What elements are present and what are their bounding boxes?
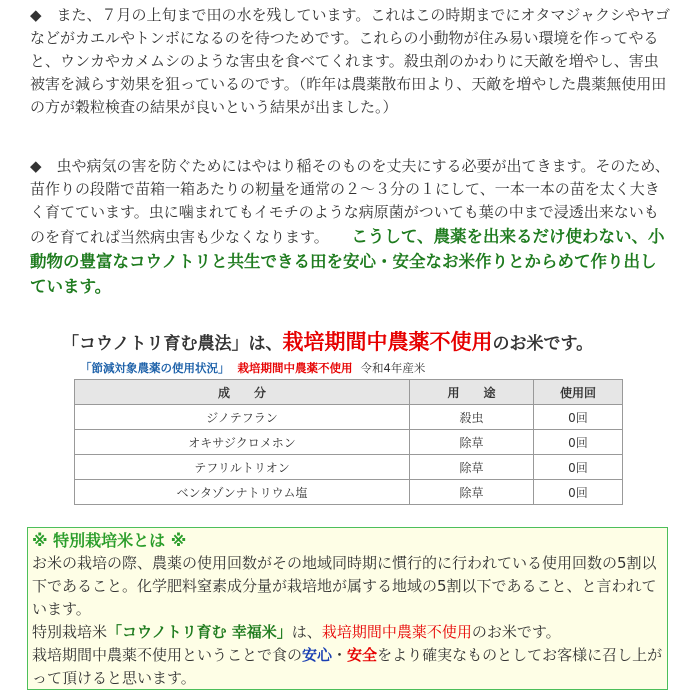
paragraph-water-management: ◆ また、７月の上旬まで田の水を残しています。これはこの時期までにオタマジャクシやヤゴなどがカエルやトンボになるのを待つためです。これらの小動物が住み易い環境を作ってやると、ウンカやカメムシのような害虫を食べてくれます。殺虫剤のかわりに天敵を増やし、害虫被害を減らす効果を狙っているのです。（昨年は農薬散布田より、天敵を増やした農薬無使用田の方が穀粒検査の結果が良いという結果が出ました。） xyxy=(30,6,671,116)
box-anzen: 安全 xyxy=(347,646,378,664)
paragraph-seedling-method xyxy=(30,155,672,299)
cell-ingredient: オキサジクロメホン xyxy=(75,430,410,455)
box-definition: お米の栽培の際、農薬の使用回数がその地域同時期に慣行的に行われている使用回数の5割以下であること。化学肥料窒素成分量が栽培地が属する地域の5割以下であること、と言われています。 xyxy=(32,554,657,618)
table-row xyxy=(75,480,623,505)
cell-count: 0回 xyxy=(534,455,623,480)
box-dot: ・ xyxy=(332,646,348,664)
box-product-line xyxy=(32,621,663,644)
cell-count: 0回 xyxy=(534,480,623,505)
box-closing-suffix: をより確実なものとしてお客様に召し上がって頂けると思います。 xyxy=(32,646,663,687)
cell-ingredient: ベンタゾンナトリウム塩 xyxy=(75,480,410,505)
cell-purpose: 除草 xyxy=(410,455,534,480)
header-ingredient: 成 分 xyxy=(75,380,410,405)
box-product-particle: は、 xyxy=(291,623,322,641)
box-product-suffix: のお米です。 xyxy=(471,623,561,641)
table-caption xyxy=(80,360,425,376)
cell-purpose: 殺虫 xyxy=(410,405,534,430)
table-row xyxy=(75,405,623,430)
table-row xyxy=(75,430,623,455)
cell-count: 0回 xyxy=(534,405,623,430)
pesticide-table xyxy=(74,379,623,505)
caption-label: 「節減対象農薬の使用状況」 xyxy=(80,361,230,375)
caption-red: 栽培期間中農薬不使用 xyxy=(237,361,353,375)
cell-ingredient: ジノテフラン xyxy=(75,405,410,430)
headline xyxy=(62,326,593,356)
headline-part1: 「コウノトリ育む農法」は、 xyxy=(62,334,283,354)
cell-purpose: 除草 xyxy=(410,480,534,505)
cell-count: 0回 xyxy=(534,430,623,455)
box-product-name: 「コウノトリ育む 幸福米」 xyxy=(107,623,292,641)
box-closing-prefix: 栽培期間中農薬不使用ということで食の xyxy=(32,646,303,664)
headline-part2: のお米です。 xyxy=(492,334,594,354)
paragraph-emphasis: こうして、農薬を出来るだけ使わない、小動物の豊富なコウノトリと共生できる田を安心・安全なお米作りとからめて作り出しています。 xyxy=(30,227,665,296)
box-product-red: 栽培期間中農薬不使用 xyxy=(321,623,472,641)
box-product-prefix: 特別栽培米 xyxy=(32,623,108,641)
table-row xyxy=(75,455,623,480)
box-closing-line xyxy=(32,644,663,690)
box-title: ※ 特別栽培米とは ※ xyxy=(32,531,187,550)
header-purpose: 用 途 xyxy=(410,380,534,405)
headline-red: 栽培期間中農薬不使用 xyxy=(282,330,493,354)
header-count: 使用回 xyxy=(534,380,623,405)
cell-purpose: 除草 xyxy=(410,430,534,455)
paragraph-seedling-text: ◆ 虫や病気の害を防ぐためにはやはり稲そのものを丈夫にする必要が出てきます。そのため、苗作りの段階で苗箱一箱あたりの籾量を通常の２～３分の１にして、一本一本の苗を太く大きく育てています。虫に噛まれてもイモチのような病原菌がついても葉の中まで浸透出来ないものを育てれば当然病虫害も少なくなります。 xyxy=(30,157,670,246)
special-rice-info-box xyxy=(27,527,668,690)
box-anshin: 安心 xyxy=(302,646,333,664)
caption-year: 令和4年産米 xyxy=(360,361,426,375)
table-header-row xyxy=(75,380,623,405)
cell-ingredient: テフリルトリオン xyxy=(75,455,410,480)
